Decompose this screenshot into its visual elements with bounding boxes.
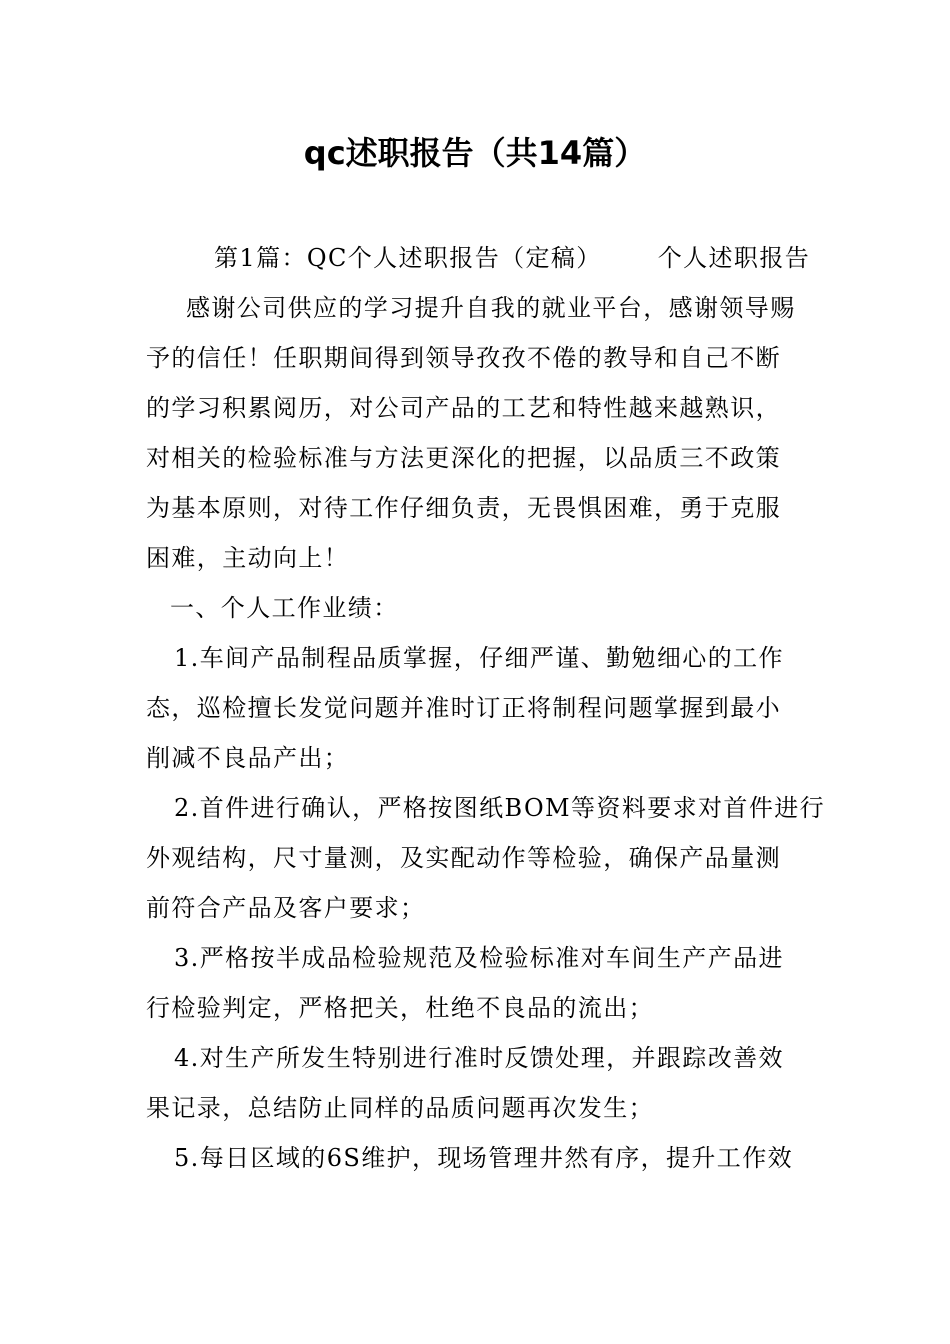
subsection-heading: 一、个人工作业绩： — [170, 594, 399, 622]
paragraph-line: 感谢公司供应的学习提升自我的就业平台，感谢领导赐 — [186, 294, 796, 322]
paragraph-line: 的学习积累阅历，对公司产品的工艺和特性越来越熟识， — [146, 394, 781, 422]
list-item-line: 态，巡检擅长发觉问题并准时订正将制程问题掌握到最小 — [146, 694, 781, 722]
document-title: qc述职报告（共14篇） — [303, 134, 647, 172]
list-item-line: 前符合产品及客户要求； — [146, 894, 426, 922]
paragraph-line: 对相关的检验标准与方法更深化的把握，以品质三不政策 — [146, 444, 781, 472]
list-item-line: 5.每日区域的6S维护，现场管理井然有序，提升工作效 — [174, 1144, 794, 1172]
section-heading: 第1篇：QC个人述职报告（定稿） — [214, 244, 602, 272]
paragraph-line: 予的信任！任职期间得到领导孜孜不倦的教导和自己不断 — [146, 344, 781, 372]
section-subheading: 个人述职报告 — [657, 244, 811, 272]
list-item-line: 1.车间产品制程品质掌握，仔细严谨、勤勉细心的工作 — [174, 644, 784, 672]
list-item-line: 行检验判定，严格把关，杜绝不良品的流出； — [146, 994, 654, 1022]
document-body — [146, 233, 826, 1183]
paragraph-line: 困难，主动向上！ — [146, 544, 350, 572]
list-item-line: 削减不良品产出； — [146, 744, 350, 772]
paragraph-line: 为基本原则，对待工作仔细负责，无畏惧困难，勇于克服 — [146, 494, 781, 522]
list-item-line: 2.首件进行确认，严格按图纸BOM等资料要求对首件进行 — [174, 794, 826, 822]
list-item-line: 3.严格按半成品检验规范及检验标准对车间生产产品进 — [174, 944, 784, 972]
list-item-line: 外观结构，尺寸量测，及实配动作等检验，确保产品量测 — [146, 844, 781, 872]
list-item-line: 果记录，总结防止同样的品质问题再次发生； — [146, 1094, 654, 1122]
section-heading-line — [146, 233, 811, 283]
list-item-line: 4.对生产所发生特别进行准时反馈处理，并跟踪改善效 — [174, 1044, 784, 1072]
